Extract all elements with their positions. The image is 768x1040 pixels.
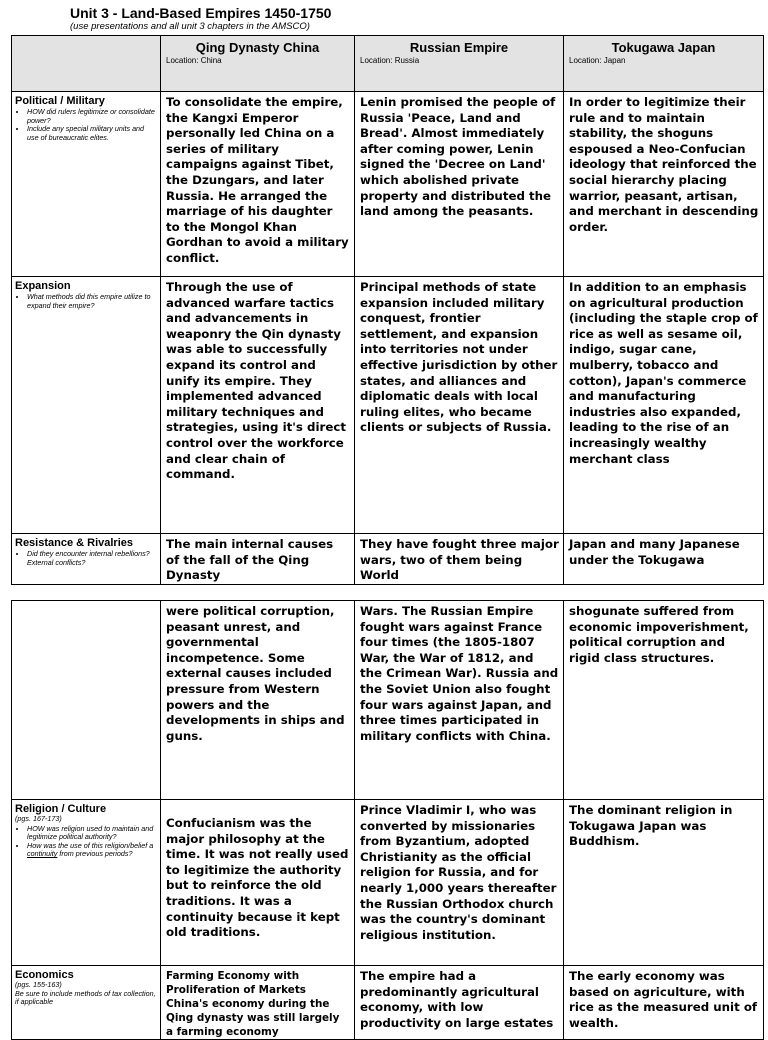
column-location: Location: Russia — [360, 56, 420, 65]
economics-qing-text: Farming Economy with Proliferation of Markets China's economy during the Qing dynasty was still largely a farming economy — [166, 970, 340, 1038]
guiding-question-text: How was the use of this religion/belief a — [27, 840, 154, 850]
guiding-question: • HOW did rulers legitimize or consolidate power? — [27, 108, 157, 125]
row-resistance-continued — [12, 601, 764, 800]
row-economics — [12, 966, 764, 1040]
guiding-question: • What methods did this empire utilize to expand their empire? — [27, 293, 157, 310]
religion-japan-text: The dominant religion in Tokugawa Japan was Buddhism. — [569, 803, 733, 849]
expansion-japan-text: In addition to an emphasis on agricultural production (including the staple crop of rice as well as sesame oil, indigo, sugar cane, mulberry, tobacco and cotton), Japan's commerce and manufacturing industries also expanded, leading to the rise of an increasingly wealthy merchant class — [569, 280, 758, 466]
row-label-cell — [12, 92, 161, 277]
row-title: Political / Military — [15, 95, 105, 107]
column-header-japan — [564, 36, 764, 92]
row-label-cell — [12, 277, 161, 534]
row-guiding-questions — [15, 293, 157, 310]
expansion-russia-text: Principal methods of state expansion included military conquest, frontier settlement, and expansion into territories not under effective jurisdiction by other states, and alliances and diplomatic deals with local ruling elites, who became clients or subjects of Russia. — [360, 280, 558, 435]
continuity-term: continuity — [27, 849, 58, 859]
economics-russia-text: The empire had a predominantly agricultural economy, with low productivity on large estates — [360, 969, 554, 1030]
guiding-question: • HOW was religion used to maintain and legitimize political authority? — [27, 825, 157, 842]
row-page-reference: (pgs. 155-163) — [15, 980, 62, 989]
guiding-question — [27, 842, 157, 859]
political-japan-text: In order to legitimize their rule and to maintain stability, the shoguns espoused a Neo-Confucian ideology that reinforced the social hierarchy placing warrior, peasant, artisan, and merchant in descending order. — [569, 95, 759, 234]
row-resistance-rivalries — [12, 534, 764, 585]
column-name: Russian Empire — [409, 40, 509, 55]
row-expansion — [12, 277, 764, 534]
row-title: Religion / Culture — [15, 803, 107, 815]
guiding-question-text: from previous periods? — [57, 849, 133, 859]
header-corner-cell — [12, 36, 161, 92]
row-label-cell-empty — [12, 601, 161, 800]
resistance-cont-japan-text: shogunate suffered from economic impoverishment, political corruption and rigid class structures. — [569, 604, 749, 665]
resistance-cont-qing-text: were political corruption, peasant unrest, and governmental incompetence. Some external causes included pressure from Western powers and the developments in ships and guns. — [166, 604, 345, 743]
page-subtitle: (use presentations and all unit 3 chapters in the AMSCO) — [70, 21, 310, 32]
guiding-question: • Did they encounter internal rebellions? External conflicts? — [27, 550, 157, 567]
resistance-japan-text: Japan and many Japanese under the Tokugawa — [569, 537, 740, 567]
political-qing-text: To consolidate the empire, the Kangxi Emperor personally led China on a series of military campaigns against Tibet, the Dzungars, and later Russia. He arranged the marriage of his daughter to the Mongol Khan Gordhan to avoid a military conflict. — [166, 95, 349, 265]
row-title: Economics — [15, 969, 74, 981]
row-page-reference: (pgs. 167-173) — [15, 814, 62, 823]
row-label-cell — [12, 966, 161, 1040]
expansion-qing-text: Through the use of advanced warfare tactics and advancements in weaponry the Qin dynasty was able to successfully expand its control and unify its empire. They implemented advanced military techniques and strategies, using it's direct control over the workforce and clear chain of command. — [166, 280, 346, 482]
header-row — [12, 36, 764, 92]
resistance-cont-russia-text: Wars. The Russian Empire fought wars against France four times (the 1805-1807 War, the War of 1812, and the Crimean War). Russia and the Soviet Union also fought four wars against Japan, and three times participated in military conflicts with China. — [360, 604, 559, 743]
column-header-russia — [355, 36, 564, 92]
row-title: Resistance & Rivalries — [15, 537, 134, 549]
column-location: Location: Japan — [569, 56, 626, 65]
religion-qing-text: Confucianism was the major philosophy at the time. It was not really used to legitimize the authority but to reinforce the old traditions. It was a continuity because it kept old traditions. — [166, 816, 349, 940]
row-note: Be sure to include methods of tax collection, if applicable — [15, 988, 156, 1007]
comparison-table-page-1 — [11, 35, 764, 585]
economics-japan-text: The early economy was based on agriculture, with rice as the measured unit of wealth. — [569, 969, 758, 1030]
column-name: Qing Dynasty China — [195, 40, 320, 55]
page-title: Unit 3 - Land-Based Empires 1450-1750 — [70, 5, 332, 21]
row-political-military — [12, 92, 764, 277]
guiding-question: • Include any special military units and use of bureaucratic elites. — [27, 125, 157, 142]
row-guiding-questions — [15, 108, 157, 142]
resistance-russia-text: They have fought three major wars, two of them being World — [360, 537, 559, 583]
row-guiding-questions — [15, 825, 157, 859]
political-russia-text: Lenin promised the people of Russia 'Peace, Land and Bread'. Almost immediately after coming power, Lenin signed the 'Decree on Land' which abolished private property and distributed the land among the peasants. — [360, 95, 556, 219]
row-label-cell — [12, 800, 161, 966]
column-name: Tokugawa Japan — [611, 40, 716, 55]
comparison-table-page-2 — [11, 600, 764, 1040]
column-header-qing — [161, 36, 355, 92]
column-location: Location: China — [166, 56, 222, 65]
row-label-cell — [12, 534, 161, 585]
resistance-qing-text: The main internal causes of the fall of the Qing Dynasty — [166, 537, 334, 583]
row-title: Expansion — [15, 280, 71, 292]
row-guiding-questions — [15, 550, 157, 567]
row-religion-culture — [12, 800, 764, 966]
religion-russia-text: Prince Vladimir I, who was converted by missionaries from Byzantium, adopted Christianity as the official religion for Russia, and for nearly 1,000 years thereafter the Russian Orthodox church was the country's dominant religious institution. — [360, 803, 557, 942]
